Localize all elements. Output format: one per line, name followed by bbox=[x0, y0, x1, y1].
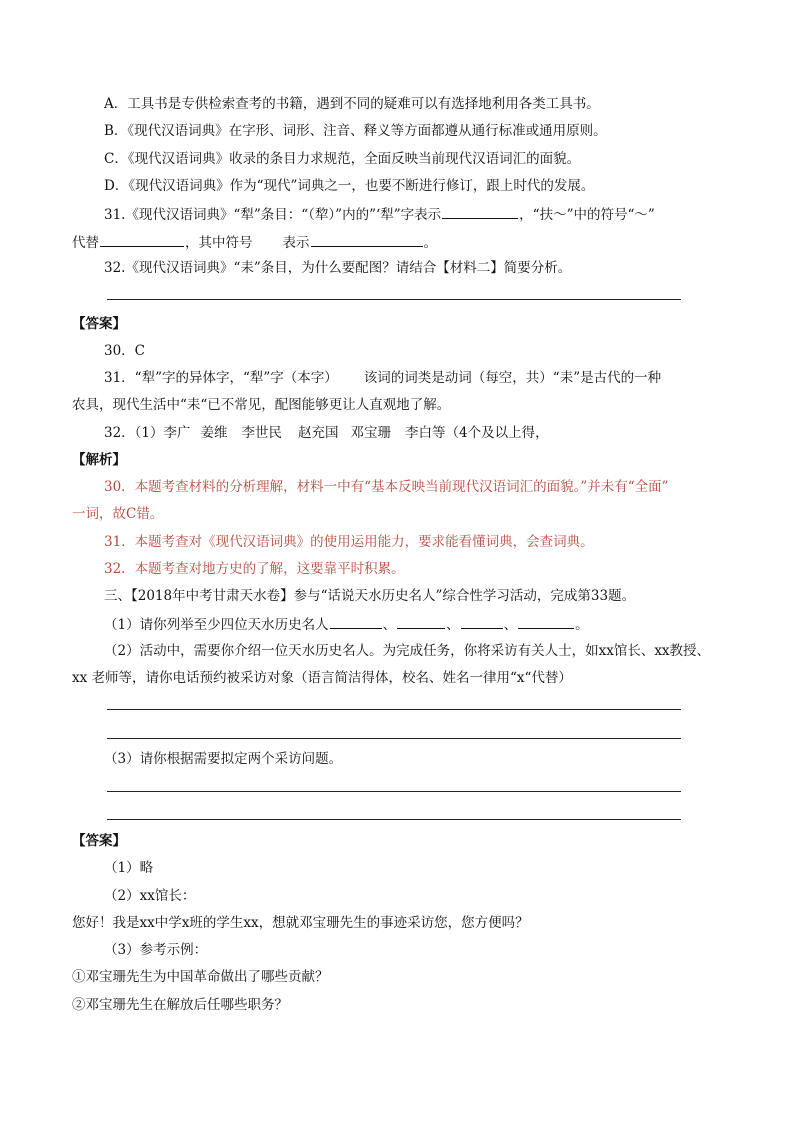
q31-text-6: 。 bbox=[423, 235, 437, 251]
answer-s3-2: （2）xx馆长： bbox=[104, 888, 196, 904]
analysis-30-line1: 30．本题考查材料的分析理解，材料一中有“基本反映当前现代汉语词汇的面貌。”并未有“全面” bbox=[104, 479, 669, 495]
answer-line[interactable] bbox=[107, 709, 681, 710]
option-b: B．《现代汉语词典》在字形、词形、注音、释义等方面都遵从通行标准或通用原则。 bbox=[104, 123, 607, 139]
q31-text-2: ，“扶～”中的符号“～” bbox=[519, 207, 655, 223]
option-c: C．《现代汉语词典》收录的条目力求规范，全面反映当前现代汉语词汇的面貌。 bbox=[104, 151, 581, 167]
q31-blank-2[interactable] bbox=[100, 232, 184, 247]
a32-name: 赵充国 bbox=[298, 425, 339, 441]
q31-blank-3[interactable] bbox=[311, 232, 423, 247]
answer-31-line2: 农具，现代生活中“耒“已不常见，配图能够更让人直观地了解。 bbox=[72, 397, 451, 413]
analysis-32-text-2: 这要靠平时积累。 bbox=[296, 561, 405, 577]
analysis-30-line2: 一词，故C错。 bbox=[72, 506, 164, 522]
answer-31-line1 bbox=[104, 369, 734, 387]
a32-text-2: 李白等（4个及以上得， bbox=[405, 425, 549, 441]
question-31-line2 bbox=[72, 232, 734, 252]
a32-name: 邓宝珊 bbox=[350, 425, 392, 441]
answer-line[interactable] bbox=[107, 819, 681, 820]
q1-separator: 、 bbox=[446, 617, 460, 633]
option-a: A．工具书是专供检索查考的书籍，遇到不同的疑难可以有选择地利用各类工具书。 bbox=[104, 96, 600, 112]
q1-text: （1）请你列举至少四位天水历史名人 bbox=[104, 617, 329, 633]
q1-blank-2[interactable] bbox=[397, 614, 445, 629]
q1-blank-1[interactable] bbox=[330, 614, 382, 629]
section-3-q2-line2: xx 老师等，请你电话预约被采访对象（语言简洁得体，校名、姓名一律用“x“代替） bbox=[72, 670, 572, 686]
answer-30: 30．C bbox=[104, 343, 146, 359]
q31-text-3: 代替 bbox=[72, 235, 99, 251]
answer-32 bbox=[104, 424, 734, 442]
analysis-heading: 【解析】 bbox=[72, 452, 126, 468]
question-31-line1 bbox=[104, 204, 734, 224]
section-3-q3: （3）请你根据需要拟定两个采访问题。 bbox=[104, 751, 343, 767]
answer-s3-1: （1）略 bbox=[104, 860, 154, 876]
a32-name: 李世民 bbox=[241, 425, 283, 441]
answer-heading: 【答案】 bbox=[72, 316, 126, 332]
analysis-31: 31．本题考查对《现代汉语词典》的使用运用能力，要求能看懂词典，会查词典。 bbox=[104, 534, 594, 550]
a31-text-2: 该词的词类是动词（每空，共）“耒”是古代的一种 bbox=[363, 370, 662, 386]
q1-separator: 、 bbox=[503, 617, 518, 633]
q31-text-1: 31.《现代汉语词典》“犁”条目：“（犂）”内的”‘犁”字表示 bbox=[104, 207, 442, 223]
option-d: D．《现代汉语词典》作为“现代”词典之一，也要不断进行修订，跟上时代的发展。 bbox=[104, 178, 595, 194]
answer-example-1: ①邓宝珊先生为中国革命做出了哪些贡献？ bbox=[72, 969, 329, 985]
answer-s3-3: （3）参考示例： bbox=[104, 942, 208, 958]
q31-text-5: 表示 bbox=[282, 235, 310, 251]
q1-blank-3[interactable] bbox=[461, 614, 503, 629]
section-3-q1 bbox=[104, 614, 734, 634]
q31-text-4: ，其中符号 bbox=[185, 235, 253, 251]
q1-end: 。 bbox=[575, 617, 589, 633]
q1-blank-4[interactable] bbox=[518, 614, 574, 629]
a32-name: 姜维 bbox=[200, 425, 228, 441]
q1-separator: 、 bbox=[382, 617, 397, 633]
answer-line[interactable] bbox=[107, 738, 681, 739]
analysis-32 bbox=[104, 560, 734, 578]
answer-heading: 【答案】 bbox=[72, 833, 126, 849]
answer-s3-2-body: 您好！我是xx中学x班的学生xx，想就邓宝珊先生的事迹采访您，您方便吗？ bbox=[72, 915, 529, 931]
question-32: 32.《现代汉语词典》“耒”条目，为什么要配图？请结合【材料二】简要分析。 bbox=[104, 260, 572, 276]
a32-text-1: 32．（1）李广 bbox=[104, 425, 191, 441]
answer-line[interactable] bbox=[107, 299, 681, 300]
analysis-32-text-1: 32．本题考查对地方史的了解， bbox=[104, 561, 297, 577]
a31-text-1: 31．“犁”字的异体字，“犁”字（本字） bbox=[104, 370, 338, 386]
q31-blank-1[interactable] bbox=[442, 204, 518, 219]
answer-example-2: ②邓宝珊先生在解放后任哪些职务？ bbox=[72, 997, 288, 1013]
section-3-q2-line1: （2）活动中，需要你介绍一位天水历史名人。为完成任务，你将采访有关人士，如xx馆长、xx教授、 bbox=[104, 643, 711, 659]
section-3-title: 三、【2018年中考甘肃天水卷】参与“话说天水历史名人”综合性学习活动，完成第33题。 bbox=[104, 588, 636, 604]
answer-line[interactable] bbox=[107, 791, 681, 792]
